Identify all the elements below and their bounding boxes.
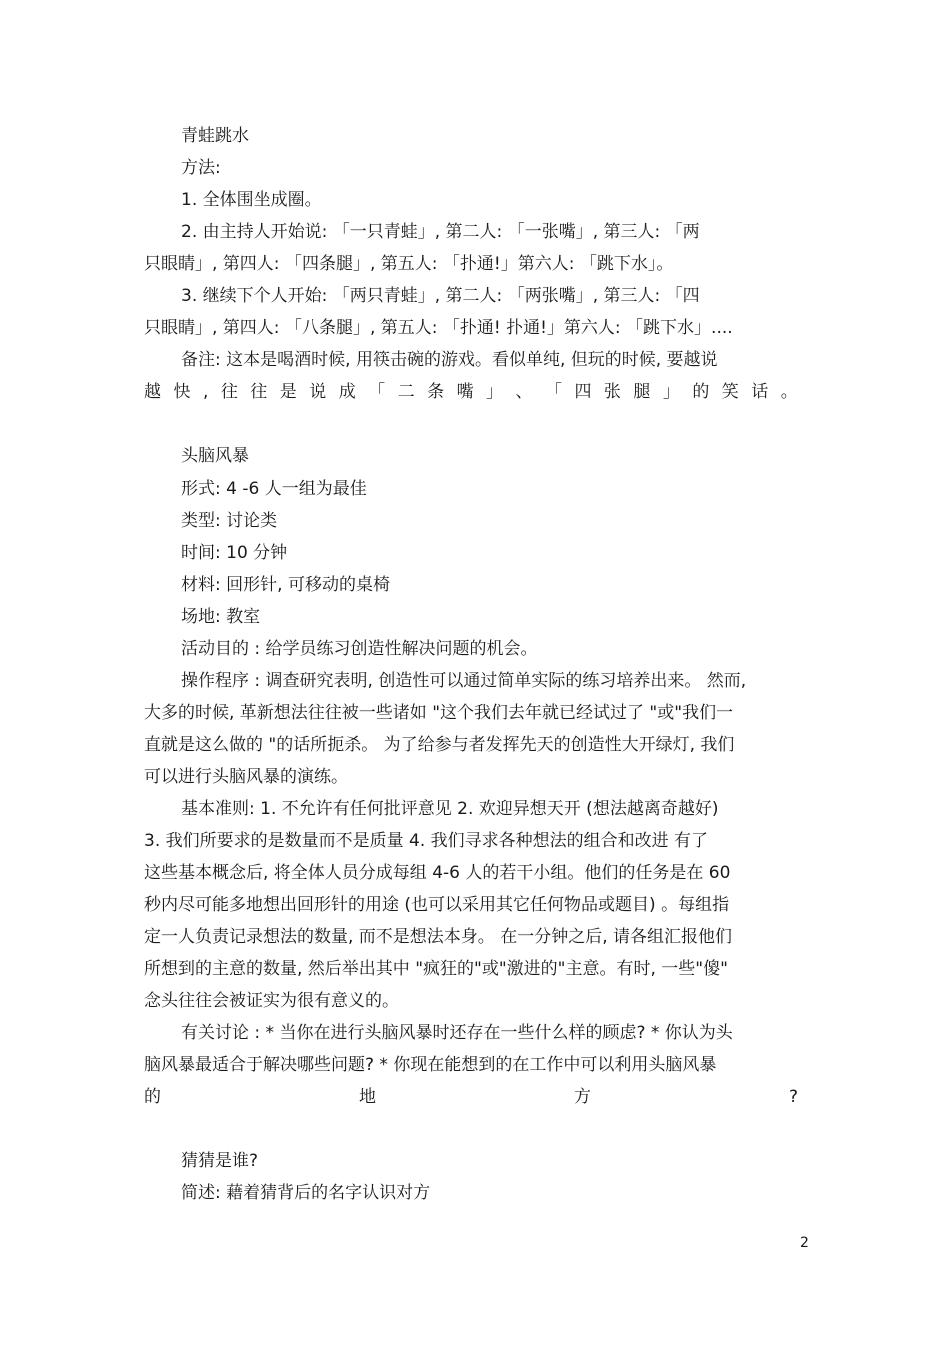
note-char: 往	[220, 382, 238, 402]
note-char: 说	[309, 382, 327, 402]
note-char: 二	[397, 382, 415, 402]
step-3-line-2: 只眼睛」, 第四人: 「八条腿」, 第五人: 「扑通! 扑通!」第六人: 「跳下水」....	[144, 318, 733, 338]
note-char: 条	[427, 382, 445, 402]
discussion-line-1: 有关讨论 : * 当你在进行头脑风暴时还存在一些什么样的顾虑? * 你认为头	[181, 1023, 733, 1043]
note-char: 是	[279, 382, 297, 402]
rules-line-4: 秒内尽可能多地想出回形针的用途 (也可以采用其它任何物品或题目) 。每组指	[144, 895, 730, 915]
note-char: 话	[751, 382, 769, 402]
procedure-line-2: 大多的时候, 革新想法往往被一些诸如 "这个我们去年就已经试过了 "或"我们一	[144, 703, 734, 723]
summary-line: 简述: 藉着猜背后的名字认识对方	[181, 1183, 431, 1203]
note-char: 笑	[721, 382, 739, 402]
rules-line-2: 3. 我们所要求的是数量而不是质量 4. 我们寻求各种想法的组合和改进 有了	[144, 831, 709, 851]
note-char: 快	[173, 382, 191, 402]
note-char: 」	[486, 382, 504, 402]
step-3-line-1: 3. 继续下个人开始: 「两只青蛙」, 第二人: 「两张嘴」, 第三人: 「四	[181, 286, 700, 306]
step-1: 1. 全体围坐成圈。	[181, 190, 322, 210]
note-char: 的	[692, 382, 710, 402]
method-label: 方法:	[181, 158, 221, 178]
note-char: 。	[780, 382, 798, 402]
section-title-brainstorm: 头脑风暴	[181, 446, 249, 466]
time-line: 时间: 10 分钟	[181, 543, 288, 563]
venue-line: 场地: 教室	[181, 607, 261, 627]
note-char: 「	[544, 382, 562, 402]
note-line-1: 备注: 这本是喝酒时候, 用筷击碗的游戏。看似单纯, 但玩的时候, 要越说	[181, 350, 718, 370]
note-char: 成	[338, 382, 356, 402]
rules-line-5: 定一人负责记录想法的数量, 而不是想法本身。 在一分钟之后, 请各组汇报他们	[144, 927, 733, 947]
procedure-line-4: 可以进行头脑风暴的演练。	[144, 767, 348, 787]
discussion-word: 方	[573, 1087, 591, 1107]
type-line: 类型: 讨论类	[181, 511, 278, 531]
note-char: 嘴	[456, 382, 474, 402]
step-2-line-2: 只眼睛」, 第四人: 「四条腿」, 第五人: 「扑通!」第六人: 「跳下水」。	[144, 254, 674, 274]
note-char: 越	[144, 382, 161, 402]
rules-line-6: 所想到的主意的数量, 然后举出其中 "疯狂的"或"激进的"主意。有时, 一些"傻"	[144, 959, 728, 979]
rules-line-7: 念头往往会被证实为很有意义的。	[144, 991, 399, 1011]
material-line: 材料: 回形针, 可移动的桌椅	[181, 575, 390, 595]
discussion-word: ?	[788, 1087, 798, 1107]
discussion-word: 地	[358, 1087, 376, 1107]
step-2-line-1: 2. 由主持人开始说: 「一只青蛙」, 第二人: 「一张嘴」, 第三人: 「两	[181, 222, 700, 242]
note-char: 张	[603, 382, 621, 402]
discussion-line-2: 脑风暴最适合于解决哪些问题? * 你现在能想到的在工作中可以利用头脑风暴	[144, 1055, 717, 1075]
note-char: 四	[574, 382, 592, 402]
page-number: 2	[800, 1235, 809, 1251]
section-title-frog: 青蛙跳水	[181, 126, 249, 146]
note-line-2	[144, 380, 798, 404]
note-char: 」	[662, 382, 680, 402]
rules-line-1: 基本准则: 1. 不允许有任何批评意见 2. 欢迎异想天开 (想法越离奇越好)	[181, 799, 719, 819]
note-char: 「	[368, 382, 386, 402]
note-char: ,	[202, 382, 209, 402]
section-title-guess: 猜猜是谁?	[181, 1151, 259, 1171]
discussion-word: 的	[144, 1087, 161, 1107]
note-char: 、	[515, 382, 533, 402]
procedure-line-1: 操作程序 : 调查研究表明, 创造性可以通过简单实际的练习培养出来。 然而,	[181, 671, 747, 691]
note-char: 往	[250, 382, 268, 402]
procedure-line-3: 直就是这么做的 "的话所扼杀。 为了给参与者发挥先天的创造性大开绿灯, 我们	[144, 735, 735, 755]
format-line: 形式: 4 -6 人一组为最佳	[181, 479, 367, 499]
note-char: 腿	[633, 382, 651, 402]
discussion-line-3	[144, 1085, 798, 1109]
purpose-line: 活动目的 : 给学员练习创造性解决问题的机会。	[181, 639, 538, 659]
rules-line-3: 这些基本概念后, 将全体人员分成每组 4-6 人的若干小组。他们的任务是在 60	[144, 863, 731, 883]
